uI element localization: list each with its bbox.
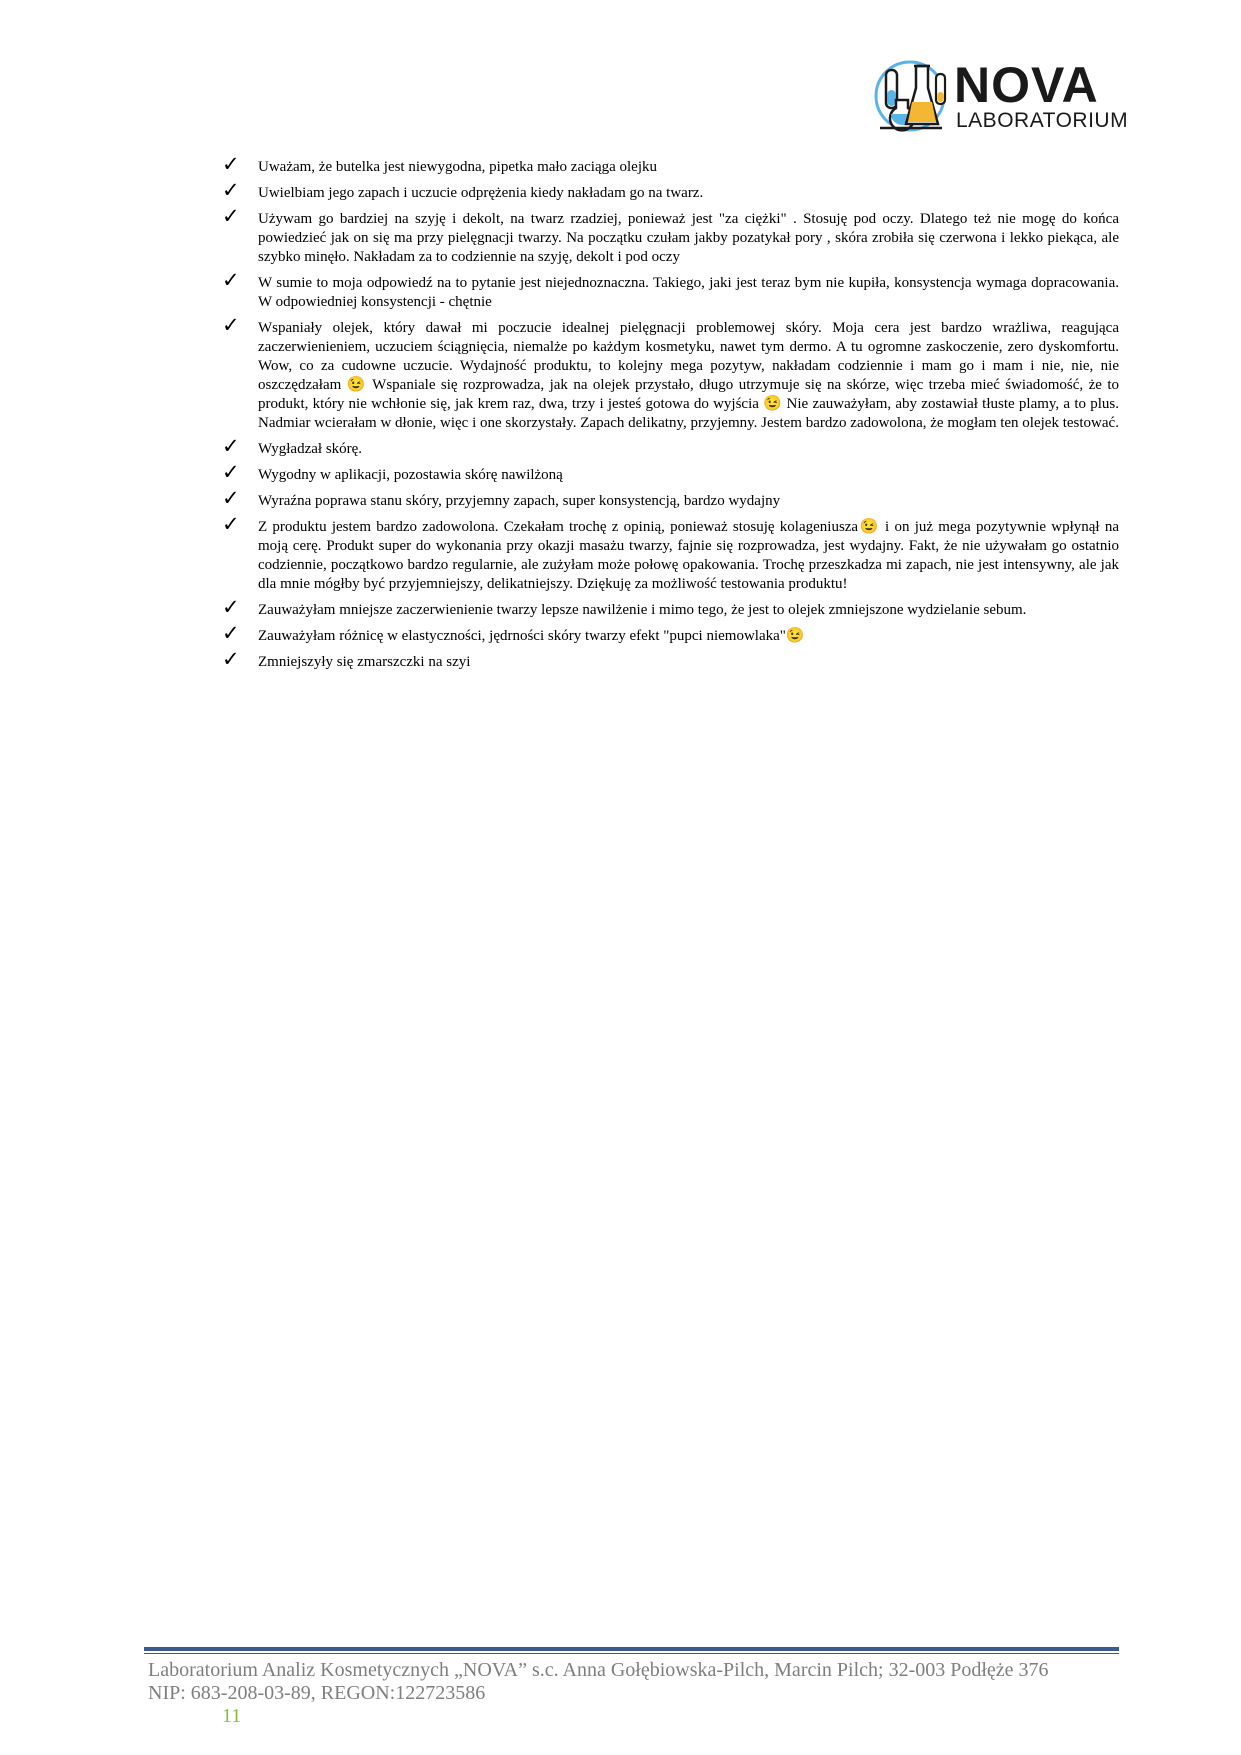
checklist-item-text: W sumie to moja odpowiedź na to pytanie jest niejednoznaczna. Takiego, jaki jest teraz bym nie kupiła, konsystencja wymaga dopracowania. W odpowiedniej konsystencji - chętnie (258, 275, 1119, 310)
checkmark-icon: ✓ (222, 512, 240, 536)
checkmark-icon: ✓ (222, 647, 240, 671)
checklist-item-text: Zauważyłam mniejsze zaczerwienienie twarzy lepsze nawilżenie i mimo tego, że jest to olejek zmniejszone wydzielanie sebum. (258, 602, 1027, 618)
checklist-item-text: Wygodny w aplikacji, pozostawia skórę nawilżoną (258, 467, 563, 483)
footer-divider (144, 1647, 1119, 1651)
checklist-item-text: Wyraźna poprawa stanu skóry, przyjemny zapach, super konsystencją, bardzo wydajny (258, 493, 781, 509)
checklist-item (222, 268, 1119, 312)
checkmark-icon: ✓ (222, 434, 240, 458)
checklist-item (222, 313, 1119, 433)
checkmark-icon: ✓ (222, 486, 240, 510)
checklist-item (222, 486, 1119, 511)
checklist-item-text: Zauważyłam różnicę w elastyczności, jędrności skóry twarzy efekt "pupci niemowlaka"😉 (258, 628, 805, 644)
checklist-item-text: Wspaniały olejek, który dawał mi poczucie idealnej pielęgnacji problemowej skóry. Moja cera jest bardzo wrażliwa, reagująca zaczerwienieniem, uczuciem ściągnięcia, niemalże po każdym kosmetyku, nawet tym dermo. A tu ogromne zaskoczenie, zero dyskomfortu. Wow, co za cudowne uczucie. Wydajność produktu, to kolejny mega pozytyw, nakładam codziennie i mam go i mam i nie, nie, nie oszczędzałam 😉 Wspaniale się rozprowadza, jak na olejek przystało, długo utrzymuje się na skórze, więc trzeba mieć świadomość, że to produkt, który nie wchłonie się, jak krem raz, dwa, trzy i jesteś gotowa do wyjścia 😉 Nie zauważyłam, aby zostawiał tłuste plamy, a to plus. Nadmiar wcierałam w dłonie, więc i one skorzystały. Zapach delikatny, przyjemny. Jestem bardzo zadowolona, że mogłam ten olejek testować. (258, 320, 1119, 431)
checklist-item (222, 512, 1119, 594)
nova-logo (872, 56, 1129, 134)
lab-flasks-icon (872, 56, 952, 134)
checklist-item-text: Uważam, że butelka jest niewygodna, pipetka mało zaciąga olejku (258, 159, 658, 175)
checklist-item (222, 178, 1119, 203)
checkmark-icon: ✓ (222, 621, 240, 645)
checklist-item (222, 647, 1119, 672)
checklist-item-text: Uwielbiam jego zapach i uczucie odprężenia kiedy nakładam go na twarz. (258, 185, 704, 201)
checkmark-icon: ✓ (222, 595, 240, 619)
checklist-item-text: Z produktu jestem bardzo zadowolona. Czekałam trochę z opinią, ponieważ stosuję kolageniusza😉 i on już mega pozytywnie wpłynął na moją cerę. Produkt super do wykonania przy okazji masażu twarzy, fajnie się rozprowadza, jest wydajny. Fakt, że nie używałam go ostatnio codziennie, początkowo bardzo regularnie, ale zużyłam może połowę opakowania. Trochę przeszkadza mi zapach, nie jest intensywny, ale jak dla mnie mógłby być przyjemniejszy, delikatniejszy. Dziękuję za możliwość testowania produktu! (258, 519, 1119, 592)
checkmark-icon: ✓ (222, 313, 240, 337)
checklist-item (222, 434, 1119, 459)
footer-divider-thin (144, 1653, 1119, 1654)
checklist-item (222, 152, 1119, 177)
checklist-item (222, 595, 1119, 620)
checklist-item (222, 621, 1119, 646)
review-checklist (222, 152, 1119, 679)
checklist-item (222, 204, 1119, 267)
page-number: 11 (222, 1705, 242, 1727)
checkmark-icon: ✓ (222, 268, 240, 292)
footer-address: Laboratorium Analiz Kosmetycznych „NOVA” s.c. Anna Gołębiowska-Pilch, Marcin Pilch; 32-003 Podłęże 376 (148, 1659, 1049, 1681)
checklist-item-text: Używam go bardziej na szyję i dekolt, na twarz rzadziej, ponieważ jest "za ciężki" . Stosuję pod oczy. Dlatego też nie mogę do końca powiedzieć jak on się ma przy pielęgnacji twarzy. Na początku czułam jakby pozatykał pory , skóra zrobiła się czerwona i lekko piekąca, ale szybko minęło. Nakładam za to codziennie na szyję, dekolt i pod oczy (258, 211, 1119, 265)
checklist-item-text: Wygładzał skórę. (258, 441, 363, 457)
checkmark-icon: ✓ (222, 460, 240, 484)
checklist-item-text: Zmniejszyły się zmarszczki na szyi (258, 654, 471, 670)
checklist-item (222, 460, 1119, 485)
checkmark-icon: ✓ (222, 152, 240, 176)
checkmark-icon: ✓ (222, 204, 240, 228)
checkmark-icon: ✓ (222, 178, 240, 202)
footer-tax-ids: NIP: 683-208-03-89, REGON:122723586 (148, 1682, 486, 1704)
logo-subtitle: LABORATORIUM (956, 109, 1129, 132)
logo-title: NOVA (954, 57, 1099, 113)
